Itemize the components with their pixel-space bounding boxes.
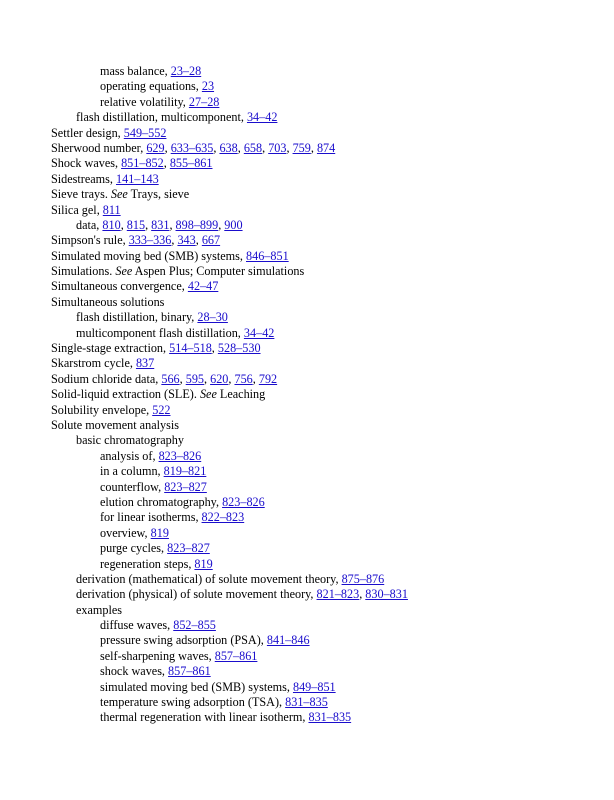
- page-link[interactable]: 522: [152, 402, 171, 417]
- page-link[interactable]: 815: [126, 217, 146, 232]
- index-entry: [51, 603, 591, 618]
- page-link[interactable]: 34–42: [246, 110, 278, 125]
- page-separator: ,: [179, 371, 186, 386]
- index-term: Simpson's rule,: [51, 233, 129, 248]
- index-term: Sieve trays.: [51, 187, 111, 202]
- index-entry: [51, 526, 591, 541]
- page-link[interactable]: 23: [201, 79, 215, 94]
- index-term: pressure swing adsorption (PSA),: [100, 633, 267, 648]
- index-term: analysis of,: [100, 448, 159, 463]
- page-separator: ,: [163, 156, 170, 171]
- page-link[interactable]: 823–826: [158, 448, 202, 463]
- page-link[interactable]: 514–518: [169, 341, 212, 356]
- index-term: Shock waves,: [51, 156, 122, 171]
- page-separator: ,: [120, 217, 127, 232]
- index-entry: [51, 664, 591, 679]
- index-entry: [51, 387, 591, 402]
- see-reference-label: See: [115, 264, 133, 279]
- index-term: Silica gel,: [51, 202, 103, 217]
- see-reference-label: See: [199, 387, 217, 402]
- index-entry: [51, 187, 591, 202]
- index-entry: [51, 141, 591, 156]
- page-separator: ,: [211, 341, 218, 356]
- index-term: relative volatility,: [100, 94, 189, 109]
- index-term: examples: [76, 602, 123, 617]
- page-link[interactable]: 34–42: [243, 325, 275, 340]
- index-term: purge cycles,: [100, 541, 168, 556]
- page-link[interactable]: 831: [151, 217, 170, 232]
- page-link[interactable]: 841–846: [266, 633, 310, 648]
- index-entry: [51, 310, 591, 325]
- index-term: in a column,: [100, 464, 164, 479]
- page-link[interactable]: 343: [177, 233, 196, 248]
- page-link[interactable]: 846–851: [246, 248, 289, 263]
- page-link[interactable]: 851–852: [121, 156, 164, 171]
- index-entry: [51, 156, 591, 171]
- index-term: Solute movement analysis: [51, 417, 179, 432]
- see-reference-label: See: [110, 187, 128, 202]
- index-term: simulated moving bed (SMB) systems,: [100, 679, 293, 694]
- index-entry: [51, 495, 591, 510]
- page-link[interactable]: 28–30: [197, 310, 228, 325]
- page-separator: ,: [145, 217, 152, 232]
- page-link[interactable]: 837: [135, 356, 155, 371]
- index-term: basic chromatography: [76, 433, 184, 448]
- page-separator: ,: [252, 371, 259, 386]
- index-entry: [51, 79, 591, 94]
- index-entry: [51, 295, 591, 310]
- index-term: Settler design,: [51, 125, 124, 140]
- page-link[interactable]: 333–336: [128, 233, 172, 248]
- index-entry: [51, 433, 591, 448]
- index-entry: [51, 449, 591, 464]
- index-entry: [51, 341, 591, 356]
- index-entry: [51, 95, 591, 110]
- page-separator: ,: [262, 140, 269, 155]
- index-entry: [51, 279, 591, 294]
- page-separator: ,: [213, 140, 220, 155]
- index-term: Single-stage extraction,: [51, 341, 170, 356]
- index-term: multicomponent flash distillation,: [76, 325, 244, 340]
- index-entry: [51, 541, 591, 556]
- index-term: regeneration steps,: [100, 556, 195, 571]
- page-link[interactable]: 756: [234, 371, 253, 386]
- page-link[interactable]: 857–861: [214, 648, 258, 663]
- page-separator: ,: [218, 217, 225, 232]
- index-term: for linear isotherms,: [100, 510, 202, 525]
- index-entry: [51, 557, 591, 572]
- index-term: Skarstrom cycle,: [51, 356, 136, 371]
- page-link[interactable]: 822–823: [201, 510, 245, 525]
- page-link[interactable]: 849–851: [292, 679, 336, 694]
- page-link[interactable]: 629: [146, 140, 165, 155]
- index-term: operating equations,: [100, 79, 202, 94]
- index-entry: [51, 510, 591, 525]
- page-link[interactable]: 831–835: [285, 695, 328, 710]
- page-link[interactable]: 855–861: [169, 156, 213, 171]
- page-separator: ,: [195, 233, 202, 248]
- page-link[interactable]: 831–835: [308, 710, 352, 725]
- index-entry: [51, 680, 591, 695]
- index-term: flash distillation, binary,: [76, 310, 198, 325]
- page-link[interactable]: 821–823: [316, 587, 360, 602]
- index-entry: [51, 572, 591, 587]
- index-entry: [51, 403, 591, 418]
- index-entry: [51, 649, 591, 664]
- page-separator: ,: [204, 371, 211, 386]
- index-term: overview,: [100, 525, 151, 540]
- page-link[interactable]: 819: [194, 556, 213, 571]
- index-term: elution chromatography,: [100, 494, 223, 509]
- see-reference-target: Trays, sieve: [127, 187, 190, 202]
- index-term: Sherwood number,: [51, 140, 147, 155]
- page-separator: ,: [169, 217, 176, 232]
- page-link[interactable]: 898–899: [175, 217, 219, 232]
- page-separator: ,: [164, 140, 171, 155]
- index-term: Simultaneous solutions: [51, 294, 165, 309]
- index-entry: [51, 356, 591, 371]
- see-reference-target: Leaching: [216, 387, 266, 402]
- page-separator: ,: [237, 140, 244, 155]
- page-link[interactable]: 830–831: [365, 587, 408, 602]
- index-term: Simultaneous convergence,: [51, 279, 188, 294]
- page-link[interactable]: 819: [150, 525, 169, 540]
- page-link[interactable]: 759: [292, 140, 311, 155]
- page-link[interactable]: 549–552: [123, 125, 167, 140]
- index-entry: [51, 326, 591, 341]
- page-link[interactable]: 23–28: [170, 64, 202, 78]
- index-page: [51, 64, 591, 726]
- index-entry: [51, 372, 591, 387]
- index-entry: [51, 110, 591, 125]
- page-link[interactable]: 595: [185, 371, 204, 386]
- page-link[interactable]: 852–855: [173, 618, 216, 633]
- index-entry: [51, 633, 591, 648]
- page-link[interactable]: 141–143: [116, 171, 159, 186]
- index-term: Solid-liquid extraction (SLE).: [51, 387, 200, 402]
- index-entry: [51, 418, 591, 433]
- page-link[interactable]: 810: [102, 217, 121, 232]
- page-separator: ,: [286, 140, 293, 155]
- index-entry: [51, 64, 591, 79]
- index-term: shock waves,: [100, 664, 169, 679]
- index-entry: [51, 264, 591, 279]
- index-entry: [51, 480, 591, 495]
- index-entry: [51, 203, 591, 218]
- index-term: flash distillation, multicomponent,: [76, 110, 247, 125]
- index-entry: [51, 218, 591, 233]
- index-entry: [51, 464, 591, 479]
- index-entry: [51, 710, 591, 725]
- page-link[interactable]: 566: [161, 371, 180, 386]
- index-entry: [51, 695, 591, 710]
- page-link[interactable]: 667: [201, 233, 221, 248]
- page-link[interactable]: 658: [243, 140, 263, 155]
- page-link[interactable]: 27–28: [188, 94, 220, 109]
- page-link[interactable]: 900: [224, 217, 243, 232]
- page-link[interactable]: 638: [219, 140, 238, 155]
- index-term: Sodium chloride data,: [51, 371, 162, 386]
- index-entry: [51, 126, 591, 141]
- page-link[interactable]: 703: [268, 140, 287, 155]
- index-term: self-sharpening waves,: [100, 648, 215, 663]
- index-term: counterflow,: [100, 479, 165, 494]
- page-link[interactable]: 823–827: [167, 541, 210, 556]
- page-link[interactable]: 620: [210, 371, 229, 386]
- page-separator: ,: [228, 371, 235, 386]
- index-entry: [51, 618, 591, 633]
- page-link[interactable]: 528–530: [217, 341, 261, 356]
- page-link[interactable]: 633–635: [170, 140, 214, 155]
- index-term: diffuse waves,: [100, 618, 174, 633]
- page-link[interactable]: 811: [102, 202, 121, 217]
- index-entry: [51, 172, 591, 187]
- index-term: data,: [76, 217, 103, 232]
- page-link[interactable]: 874: [316, 140, 336, 155]
- page-separator: ,: [310, 140, 317, 155]
- page-link[interactable]: 823–827: [164, 479, 207, 494]
- index-term: Simulations.: [51, 264, 116, 279]
- index-entry: [51, 587, 591, 602]
- see-reference-target: Aspen Plus; Computer simulations: [132, 264, 305, 279]
- index-term: mass balance,: [100, 64, 171, 78]
- index-term: derivation (mathematical) of solute movement theory,: [76, 571, 342, 586]
- index-term: Solubility envelope,: [51, 402, 153, 417]
- page-link[interactable]: 792: [258, 371, 278, 386]
- page-separator: ,: [359, 587, 366, 602]
- index-entry: [51, 249, 591, 264]
- index-term: temperature swing adsorption (TSA),: [100, 695, 286, 710]
- index-term: Sidestreams,: [51, 171, 116, 186]
- page-link[interactable]: 823–826: [222, 494, 265, 509]
- page-link[interactable]: 819–821: [163, 464, 207, 479]
- page-link[interactable]: 857–861: [168, 664, 211, 679]
- page-separator: ,: [171, 233, 178, 248]
- index-term: Simulated moving bed (SMB) systems,: [51, 248, 246, 263]
- index-term: thermal regeneration with linear isotherm,: [100, 710, 309, 725]
- index-entry: [51, 233, 591, 248]
- page-link[interactable]: 875–876: [341, 571, 385, 586]
- index-term: derivation (physical) of solute movement theory,: [76, 587, 317, 602]
- page-link[interactable]: 42–47: [187, 279, 219, 294]
